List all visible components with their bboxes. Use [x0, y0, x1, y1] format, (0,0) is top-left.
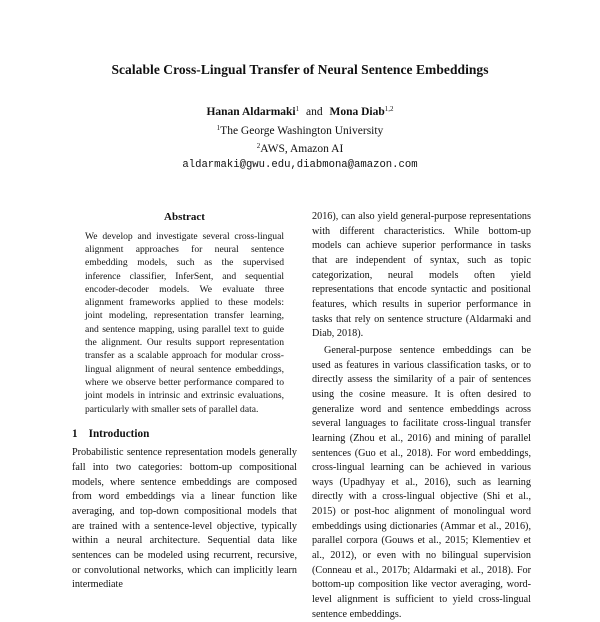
paper-title: Scalable Cross-Lingual Transfer of Neural Sentence Embeddings	[111, 62, 489, 77]
author-emails: aldarmaki@gwu.edu,diabmona@amazon.com	[182, 158, 418, 171]
affiliation-1: $^1$The George Washington University	[216, 123, 384, 137]
author-1-name: Hanan Aldarmaki	[206, 106, 296, 118]
section-heading-introduction	[72, 427, 297, 442]
section-number: 1	[72, 427, 78, 440]
left-column	[72, 210, 297, 593]
abstract-text: We develop and investigate several cross-lingual alignment approaches for neural sentence embedding models, such as the supervised inference classifier, InferSent, and sequential encoder-decoder models. We evaluate three alignment frameworks applied to these models: joint modeling, representation transfer learning, and sentence mapping, using parallel text to guide the alignment. Our results support representation transfer as a scalable approach for modular cross-lingual alignment of neural sentence embeddings, where we observe better performance compared to joint models in intrinsic and extrinsic evaluations, particularly with smaller sets of parallel data.	[85, 230, 284, 415]
right-column	[312, 210, 531, 622]
author-and: and	[306, 106, 323, 118]
right-paragraph-2: General-purpose sentence embeddings can be used as features in various classification tasks, or to directly assess the similarity of a pair of sentences using the cosine measure. It is often desired to generalize word and sentence embeddings across several languages to facilitate cross-lingual transfer learning (Zhou et al., 2016) and mining of parallel sentences (Guo et al., 2018). For word embeddings, cross-lingual learning can be achieved in various ways (Upadhyay et al., 2016), such as learning directly with a cross-lingual objective (Shi et al., 2015) or post-hoc alignment of monolingual word embeddings using dictionaries (Ammar et al., 2016), parallel corpora (Gouws et al., 2015; Klementiev et al., 2012), or even with no bilingual supervision (Conneau et al., 2017b; Aldarmaki et al., 2018). For bottom-up composition like vector averaging, word-level alignment is sufficient to yield cross-lingual sentence embeddings.	[312, 344, 531, 620]
author-names	[0, 102, 600, 121]
author-block	[0, 102, 600, 173]
intro-paragraph: Probabilistic sentence representation models generally fall into two categories: bottom-up compositional models, where sentence embeddings are composed from word embeddings via a linear function like averaging, and top-down compositional models that are trained with a sentence-level objective, typically within a neural architecture. Sequential data like sentences can be modeled using recurrent, recursive, or convolutional networks, which can implicitly learn intermediate	[72, 447, 297, 591]
author-2-sup: 1,2	[384, 105, 394, 113]
right-paragraph-1: 2016), can also yield general-purpose representations with different characteristics. While bottom-up models can achieve superior performance in tasks that are independent of syntax, such as topic categorization, neural models often yield representations that encode syntactic and positional features, which results in superior performance in tasks that rely on sentence structure (Aldarmaki and Diab, 2018).	[312, 211, 531, 340]
affiliation-2: $^2$AWS, Amazon AI	[256, 142, 344, 155]
abstract-heading: Abstract	[164, 211, 205, 223]
author-2-name: Mona Diab	[329, 106, 385, 118]
author-1-sup: 1	[295, 105, 300, 113]
section-title: Introduction	[88, 427, 150, 440]
